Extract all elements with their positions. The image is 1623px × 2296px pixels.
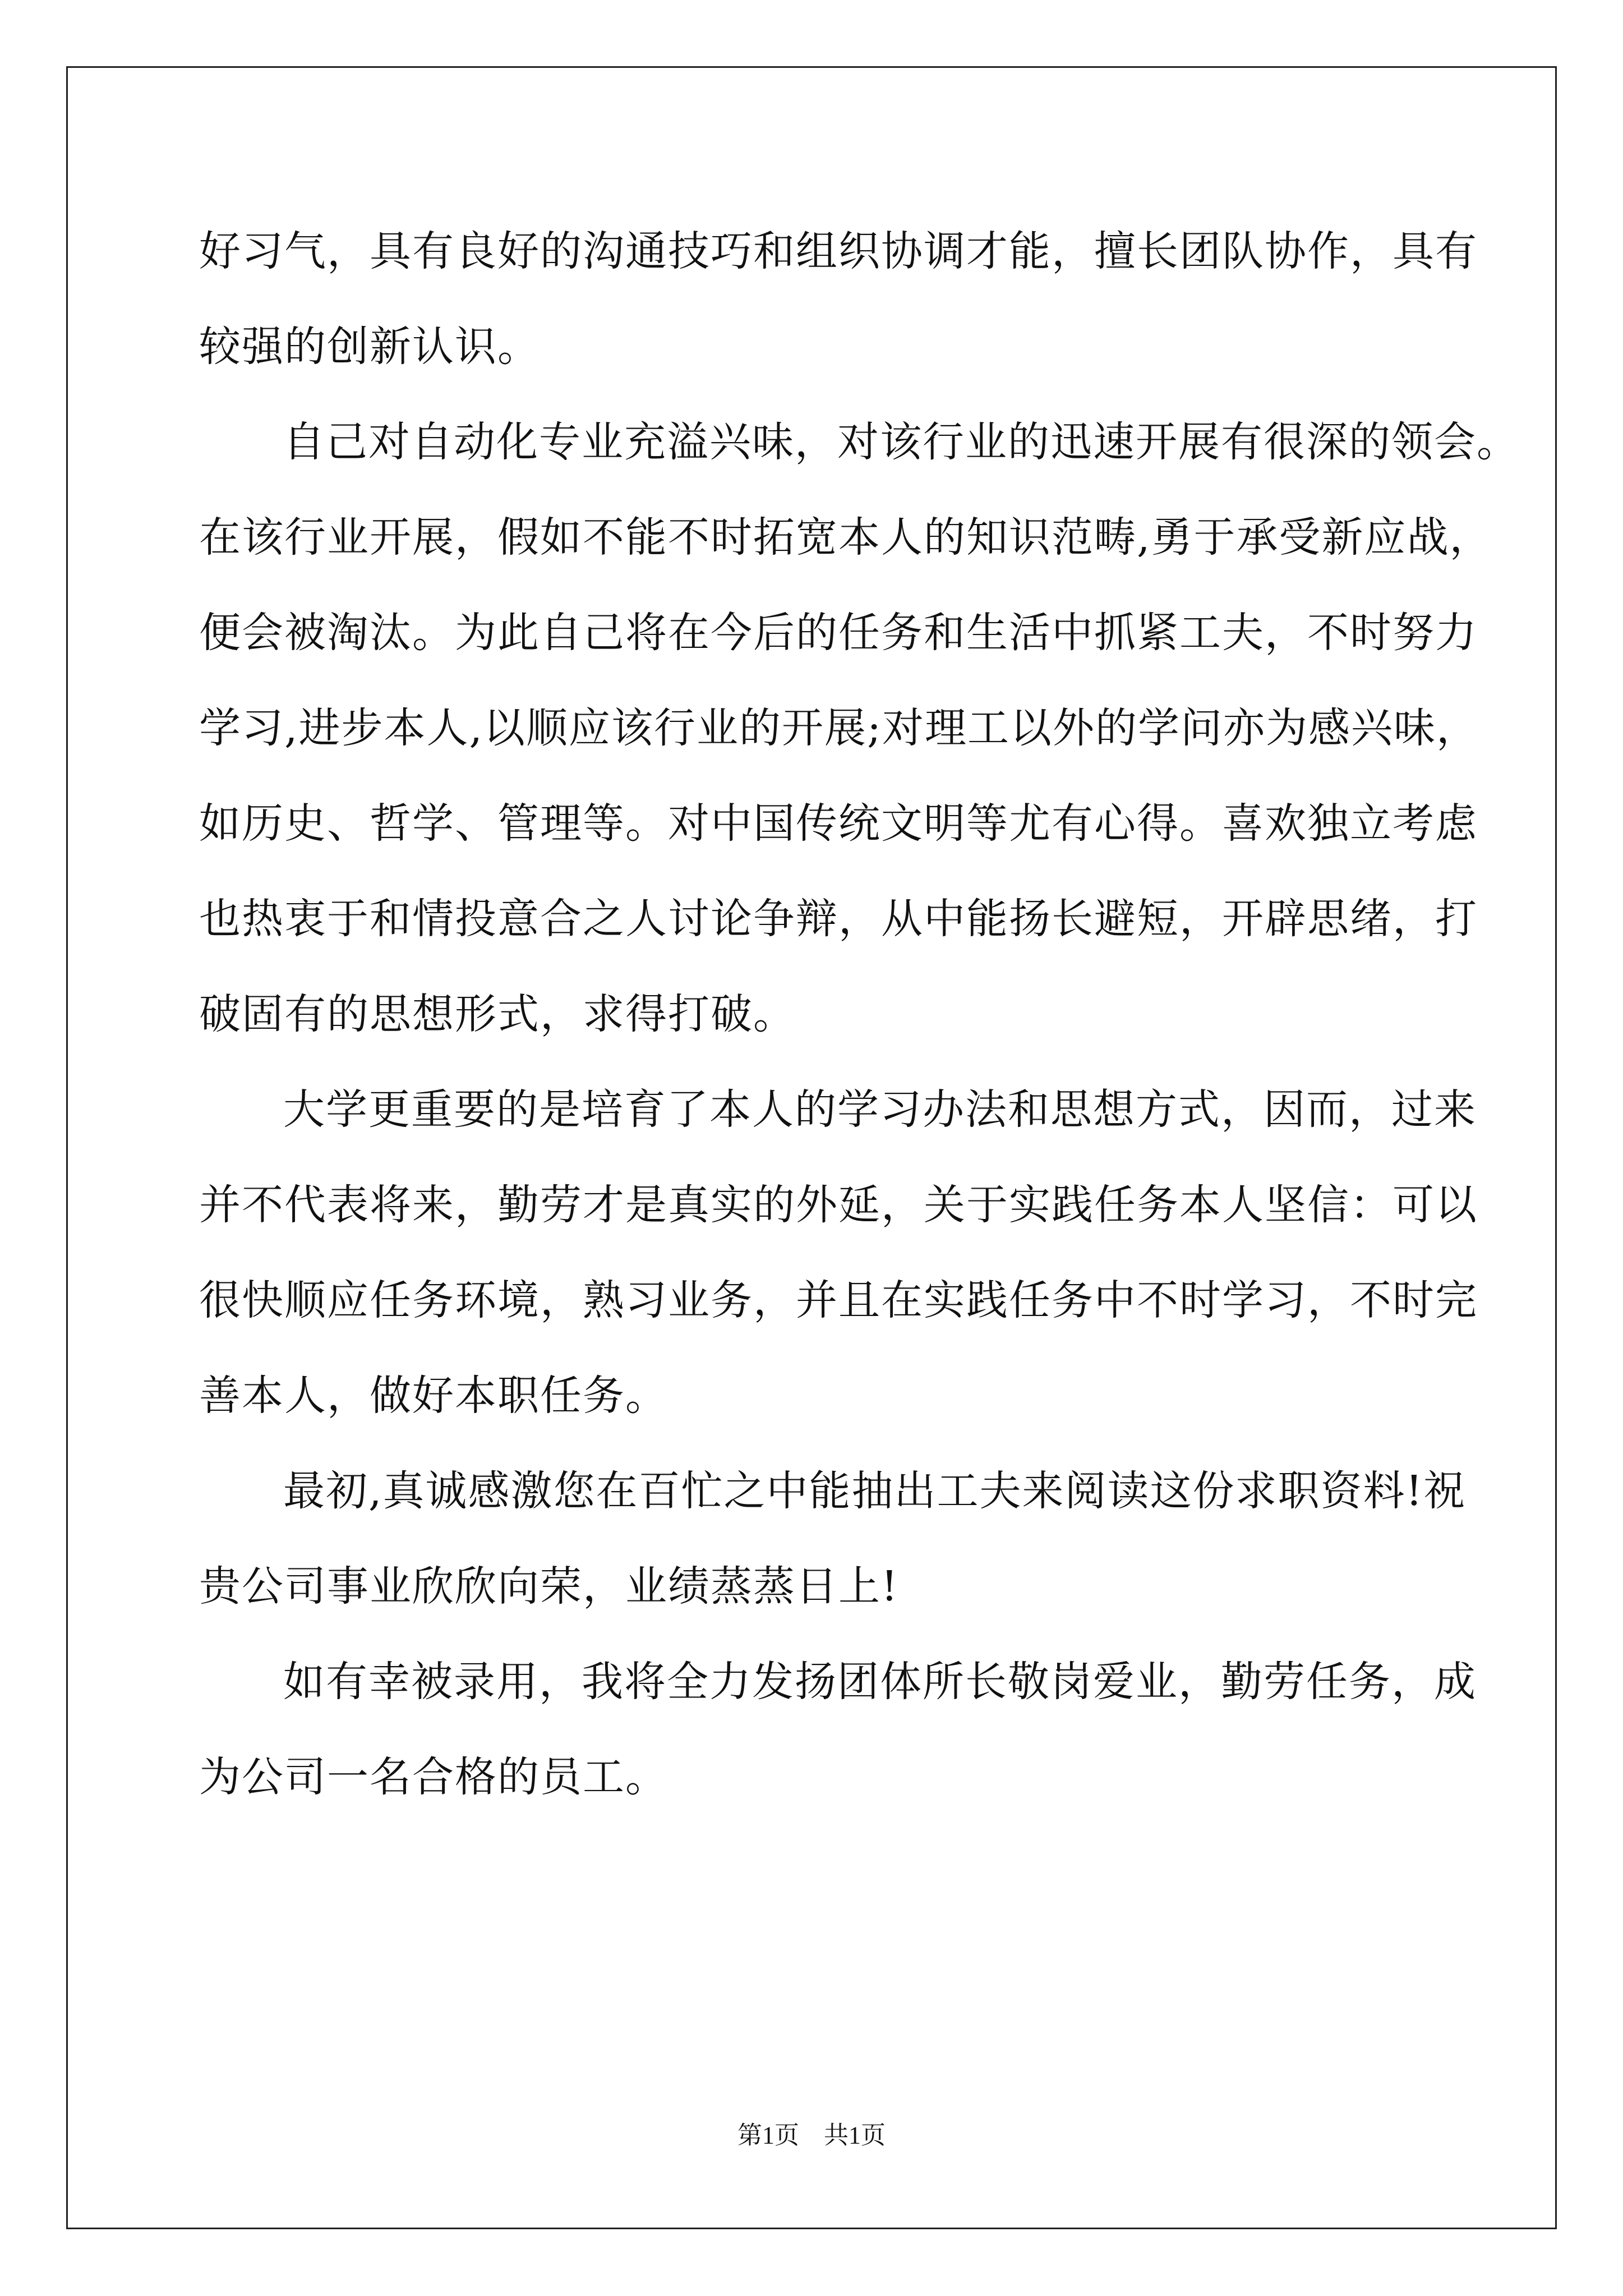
text-line: 便会被淘汰。为此自己将在今后的任务和生活中抓紧工夫，不时努力 (199, 609, 1478, 657)
text-line: 很快顺应任务环境，熟习业务，并且在实践任务中不时学习，不时完 (199, 1276, 1478, 1324)
text-line: 如历史、哲学、管理等。对中国传统文明等尤有心得。喜欢独立考虑 (199, 799, 1478, 848)
text-line: 也热衷于和情投意合之人讨论争辩，从中能扬长避短，开辟思绪，打 (199, 895, 1478, 943)
text-line: 学习,进步本人,以顺应该行业的开展;对理工以外的学问亦为感兴味， (199, 704, 1479, 752)
paragraph-start-line: 大学更重要的是培育了本人的学习办法和思想方式，因而，过来 (283, 1085, 1477, 1134)
paragraph-start-line: 自己对自动化专业充溢兴味，对该行业的迅速开展有很深的领会。 (283, 418, 1519, 466)
text-line: 并不代表将来，勤劳才是真实的外延，关于实践任务本人坚信：可以 (199, 1181, 1478, 1229)
paragraph-start-line: 如有幸被录用，我将全力发扬团体所长敬岗爱业，勤劳任务，成 (283, 1658, 1477, 1706)
text-line: 贵公司事业欣欣向荣，业绩蒸蒸日上! (199, 1562, 899, 1611)
text-line: 善本人，做好本职任务。 (199, 1372, 668, 1420)
document-body (199, 204, 1519, 1825)
text-line: 为公司一名合格的员工。 (199, 1753, 668, 1801)
page-footer: 第1页 共1页 (737, 2122, 886, 2149)
text-line: 在该行业开展，假如不能不时拓宽本人的知识范畴,勇于承受新应战， (199, 513, 1492, 562)
text-line: 好习气，具有良好的沟通技巧和组织协调才能，擅长团队协作，具有 (199, 227, 1478, 275)
text-line: 破固有的思想形式，求得打破。 (199, 990, 796, 1038)
text-line: 较强的创新认识。 (199, 323, 540, 371)
paragraph-start-line: 最初,真诚感激您在百忙之中能抽出工夫来阅读这份求职资料!祝 (283, 1467, 1467, 1515)
